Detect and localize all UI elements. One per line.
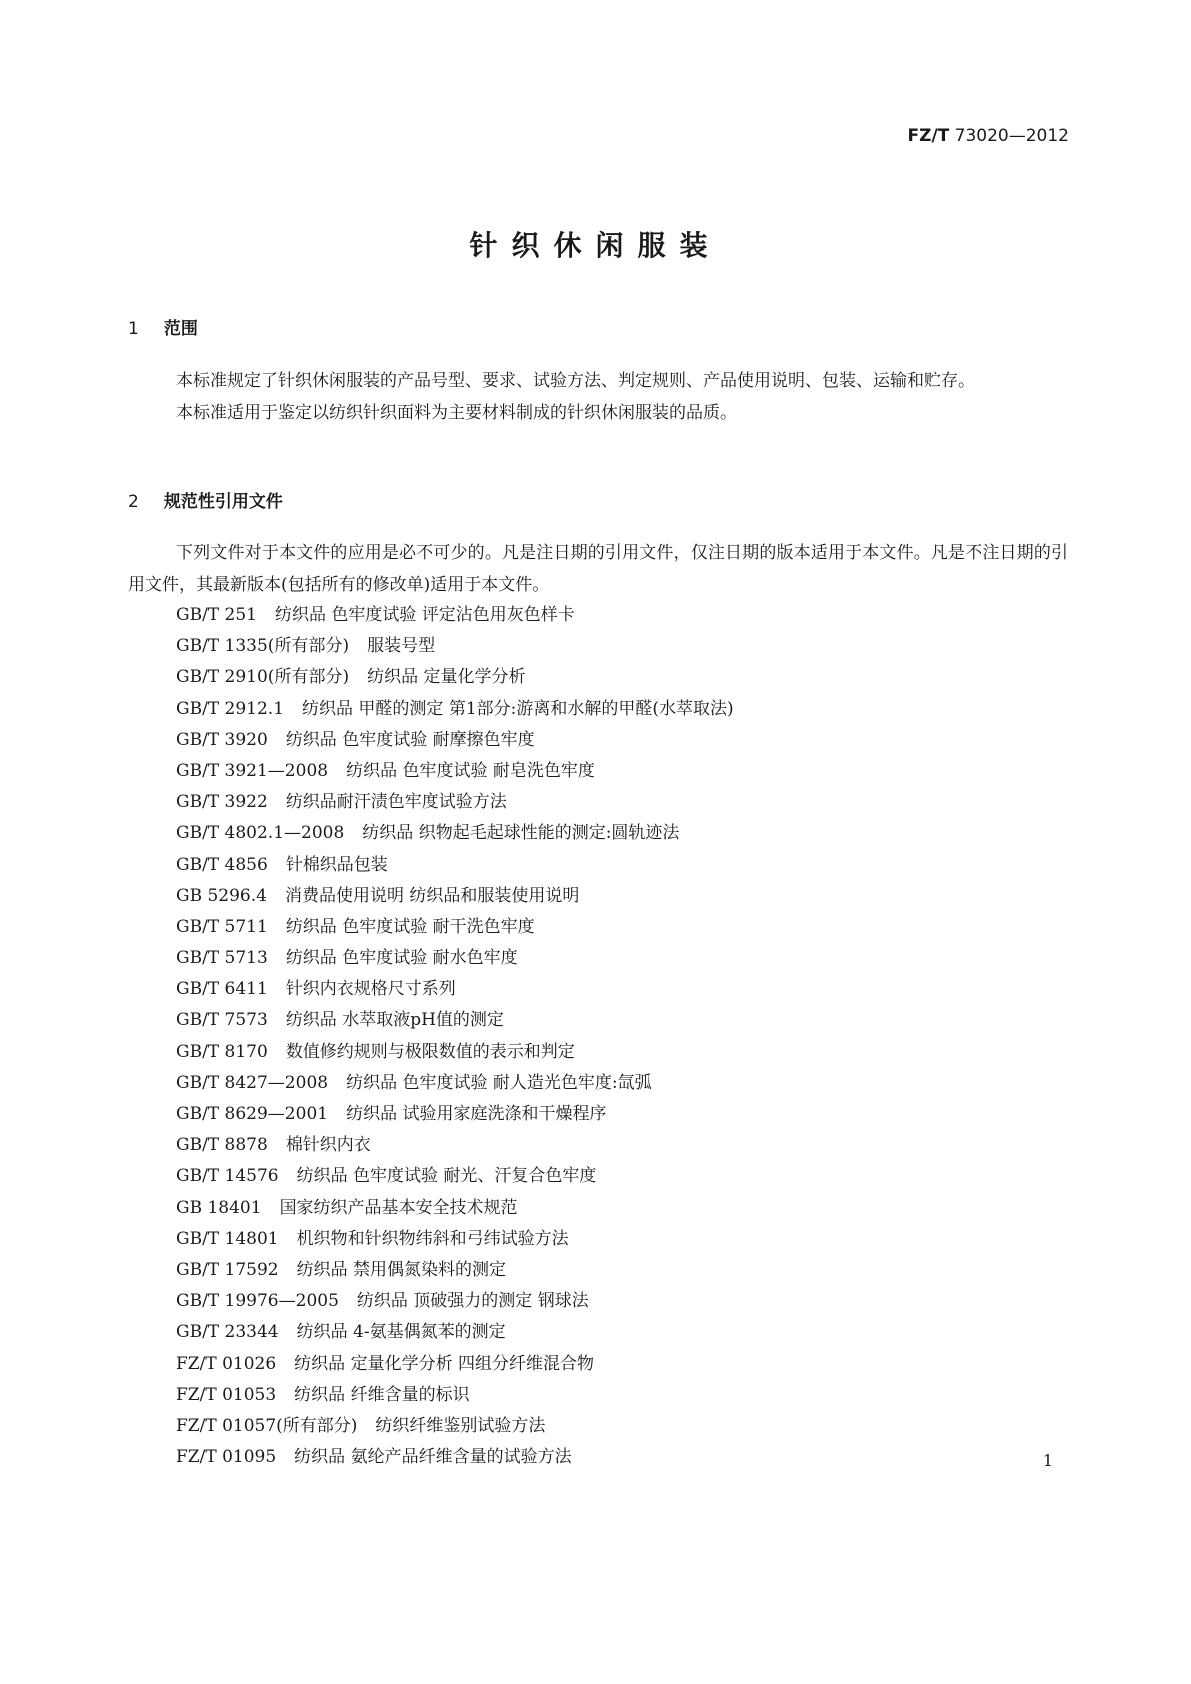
reference-title: 纺织品 纤维含量的标识 [294,1384,470,1405]
reference-code: GB 5296.4 [176,885,267,906]
reference-code: GB/T 2910(所有部分) [176,667,350,688]
reference-code: GB/T 7573 [176,1010,268,1031]
reference-title: 国家纺织产品基本安全技术规范 [279,1197,518,1218]
reference-code: GB 18401 [176,1197,262,1218]
reference-title: 消费品使用说明 纺织品和服装使用说明 [284,885,580,906]
section-title: 范围 [163,319,198,339]
reference-title: 纺织品 色牢度试验 耐水色牢度 [285,948,518,969]
reference-item [176,1130,734,1161]
reference-item [176,850,734,881]
reference-title: 纺织品 水萃取液pH值的测定 [285,1010,504,1031]
section-heading-scope [128,314,198,339]
reference-code: GB/T 6411 [176,979,268,1000]
reference-item [176,943,734,974]
reference-title: 纺织品 4-氨基偶氮苯的测定 [296,1322,506,1343]
reference-title: 纺织品 禁用偶氮染料的测定 [296,1259,507,1280]
reference-item [176,1099,734,1130]
reference-item [176,912,734,943]
reference-item [176,1193,734,1224]
reference-item [176,881,734,912]
reference-item [176,1380,734,1411]
reference-code: GB/T 14801 [176,1228,279,1249]
reference-code: GB/T 4802.1—2008 [176,823,345,844]
reference-item [176,1411,734,1442]
reference-code: GB/T 8878 [176,1135,268,1156]
reference-code: GB/T 5711 [176,916,268,937]
paragraph: 下列文件对于本文件的应用是必不可少的。凡是注日期的引用文件，仅注日期的版本适用于本文件。凡是不注日期的引用文件，其最新版本(包括所有的修改单)适用于本文件。 [128,543,1068,595]
section-number: 2 [128,492,139,512]
reference-code: GB/T 8629—2001 [176,1104,329,1124]
document-title: 针织休闲服装 [469,229,722,262]
reference-code: FZ/T 01053 [176,1384,277,1405]
reference-title: 纺织品 色牢度试验 耐摩擦色牢度 [285,729,535,750]
reference-code: GB/T 3920 [176,729,268,750]
standard-code: FZ/T [907,126,950,146]
reference-item [176,1317,734,1348]
reference-code: FZ/T 01057(所有部分) [176,1415,358,1436]
reference-item [176,600,734,631]
reference-code: GB/T 4856 [176,854,268,875]
reference-code: GB/T 3921—2008 [176,760,329,781]
reference-item [176,725,734,756]
paragraph: 本标准规定了针织休闲服装的产品号型、要求、试验方法、判定规则、产品使用说明、包装、运输和贮存。 [176,371,975,391]
reference-item [176,974,734,1005]
reference-code: GB/T 3922 [176,792,268,813]
reference-title: 纺织品 定量化学分析 四组分纤维混合物 [294,1353,594,1374]
reference-code: GB/T 17592 [176,1259,279,1280]
reference-item [176,787,734,818]
reference-item [176,662,734,693]
section-scope-body [128,365,1068,429]
section-title: 规范性引用文件 [163,492,283,512]
reference-title: 机织物和针织物纬斜和弓纬试验方法 [296,1228,569,1249]
reference-code: GB/T 8170 [176,1041,268,1062]
reference-code: FZ/T 01026 [176,1353,277,1374]
reference-title: 纺织品 试验用家庭洗涤和干燥程序 [346,1104,607,1124]
reference-item [176,694,734,725]
reference-item [176,1005,734,1036]
reference-code: GB/T 1335(所有部分) [176,636,350,657]
paragraph: 本标准适用于鉴定以纺织针织面料为主要材料制成的针织休闲服装的品质。 [176,403,737,423]
reference-code: GB/T 5713 [176,948,268,969]
reference-code: GB/T 251 [176,605,257,625]
reference-title: 针织内衣规格尺寸系列 [285,979,456,1000]
reference-item [176,1255,734,1286]
reference-code: GB/T 23344 [176,1322,279,1343]
reference-code: GB/T 14576 [176,1166,279,1187]
reference-title: 服装号型 [367,636,436,657]
reference-title: 数值修约规则与极限数值的表示和判定 [285,1041,575,1062]
reference-item [176,1224,734,1255]
reference-item [176,1442,734,1473]
reference-title: 纺织品 色牢度试验 耐人造光色牢度:氙弧 [346,1072,652,1093]
standard-number [908,126,1070,146]
section-references-body [128,537,1068,601]
reference-item [176,756,734,787]
reference-title: 棉针织内衣 [285,1135,371,1156]
reference-title: 纺织纤维鉴别试验方法 [375,1415,546,1436]
section-heading-normative-references [128,487,283,512]
reference-item [176,631,734,662]
reference-item [176,1161,734,1192]
reference-title: 纺织品 定量化学分析 [367,667,526,688]
reference-title: 针棉织品包装 [285,854,388,875]
reference-title: 纺织品 色牢度试验 耐光、汗复合色牢度 [296,1166,597,1187]
reference-title: 纺织品 色牢度试验 评定沾色用灰色样卡 [275,605,575,625]
section-number: 1 [128,319,139,339]
reference-title: 纺织品耐汗渍色牢度试验方法 [285,792,507,813]
reference-item [176,1286,734,1317]
reference-title: 纺织品 色牢度试验 耐皂洗色牢度 [346,760,595,781]
reference-code: GB/T 8427—2008 [176,1072,329,1093]
reference-item [176,1068,734,1099]
reference-code: FZ/T 01095 [176,1447,277,1468]
reference-title: 纺织品 色牢度试验 耐干洗色牢度 [285,916,535,937]
reference-code: GB/T 2912.1 [176,698,285,719]
reference-item [176,1349,734,1380]
reference-item [176,1037,734,1068]
reference-title: 纺织品 甲醛的测定 第1部分:游离和水解的甲醛(水萃取法) [302,698,734,719]
page-number: 1 [1042,1451,1053,1470]
reference-list [176,600,734,1473]
reference-title: 纺织品 顶破强力的测定 钢球法 [356,1291,589,1312]
reference-title: 纺织品 织物起毛起球性能的测定:圆轨迹法 [362,823,680,844]
reference-title: 纺织品 氨纶产品纤维含量的试验方法 [294,1447,572,1468]
standard-year-number: 73020—2012 [954,126,1069,146]
reference-item [176,818,734,849]
reference-code: GB/T 19976—2005 [176,1291,339,1312]
